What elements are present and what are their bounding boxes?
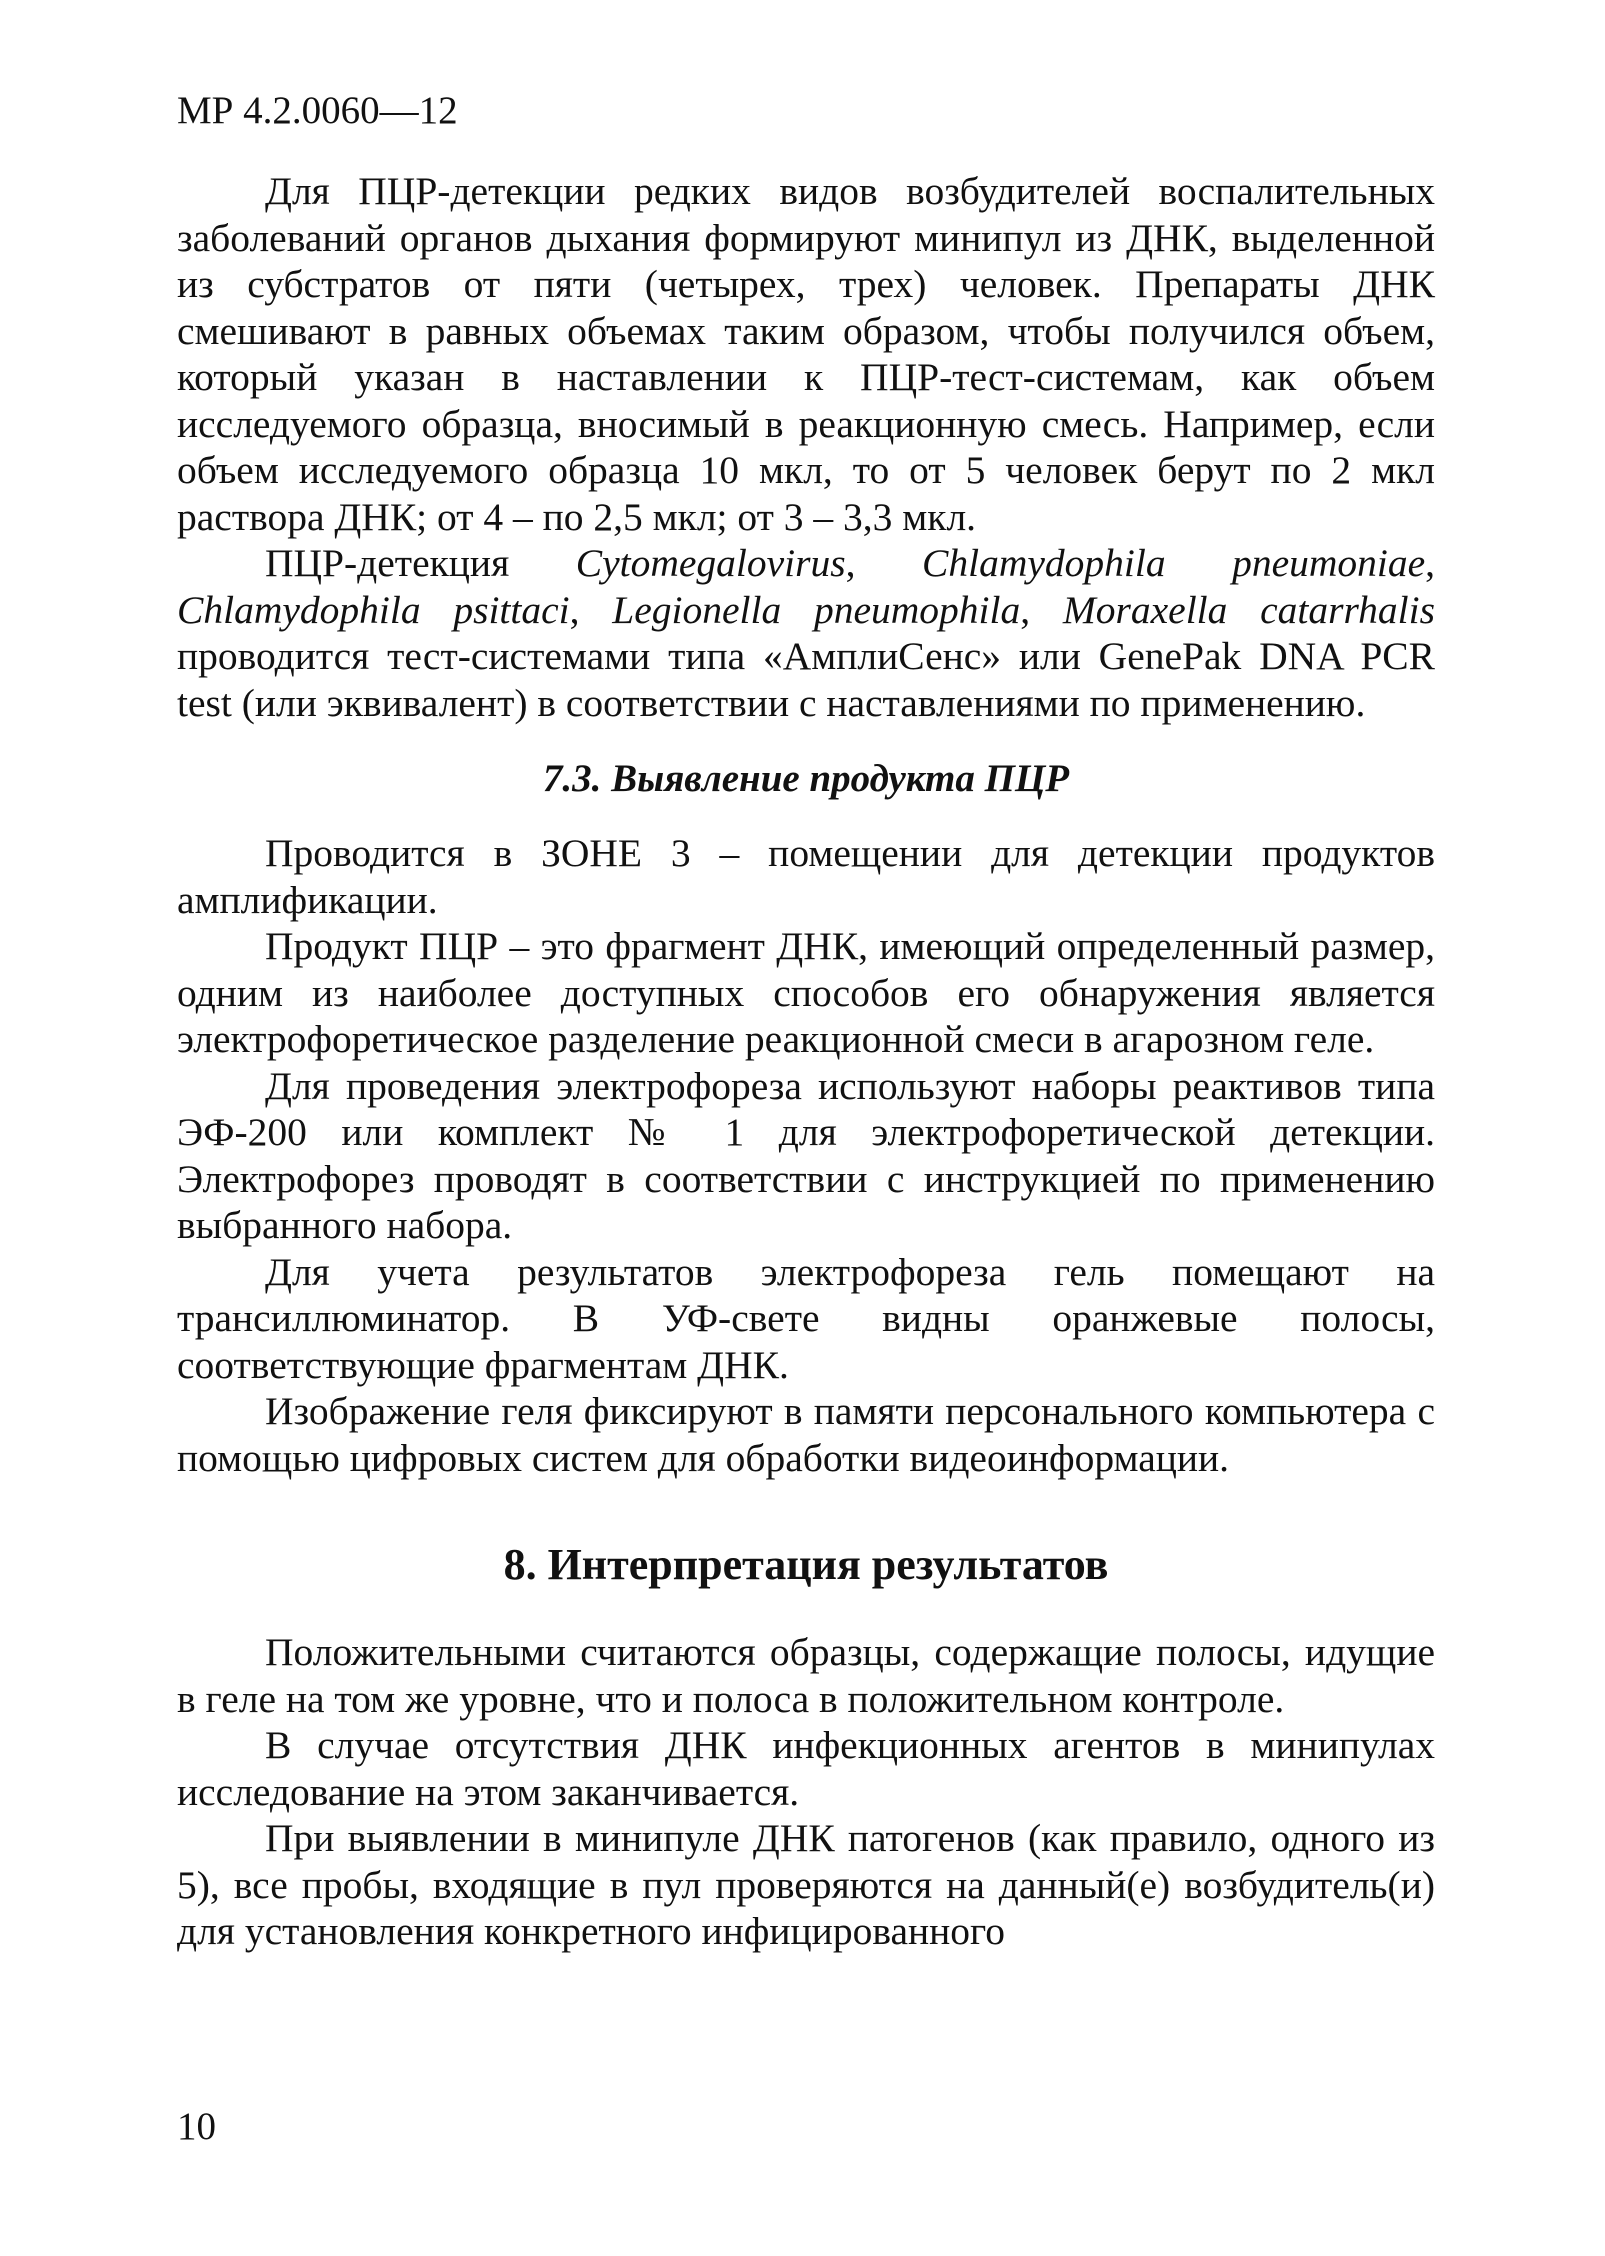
paragraph-transilluminator: Для учета результатов электрофореза гель помещают на трансиллюминатор. В УФ-свете видны оранжевые полосы, соответствующие фрагментам ДНК.	[177, 1249, 1435, 1387]
paragraph-prefix: ПЦР-детекция	[265, 541, 576, 585]
species-name: Moraxella catarrhalis	[1062, 587, 1436, 632]
species-name: Cytomegalovirus	[575, 541, 846, 585]
document-page	[177, 0, 1435, 2256]
species-name: Legionella pneumophila	[612, 587, 1021, 632]
paragraph-suffix: проводится тест-системами типа «АмплиСенс» или GenePak DNA PCR test (или эквивалент) в соответствии с наставлениями по применению.	[177, 634, 1435, 725]
separator: ,	[1020, 587, 1063, 632]
page-content	[177, 168, 1435, 1955]
paragraph-pcr-product: Продукт ПЦР – это фрагмент ДНК, имеющий определенный размер, одним из наиболее доступных способов его обнаружения является электрофоретическое разделение реакционной смеси в агарозном геле.	[177, 924, 1435, 1061]
paragraph-no-dna: В случае отсутствия ДНК инфекционных агентов в минипулах исследование на этом заканчивается.	[177, 1723, 1435, 1814]
separator: ,	[569, 587, 613, 632]
paragraph-electrophoresis-kits: Для проведения электрофореза используют наборы реактивов типа ЭФ-200 или комплект № 1 для электрофоретической детекции. Электрофорез проводят в соответствии с инструкцией по применению выбранного набора.	[177, 1063, 1435, 1247]
species-name: Chlamydophila pneumoniae	[922, 541, 1426, 585]
page-number: 10	[177, 2105, 216, 2148]
document-code: МР 4.2.0060—12	[177, 89, 458, 132]
paragraph-minipool-formation: Для ПЦР-детекции редких видов возбудителей воспалительных заболеваний органов дыхания формируют минипул из ДНК, выделенной из субстратов от пяти (четырех, трех) человек. Препараты ДНК смешивают в равных объемах таким образом, чтобы получился объем, который указан в наставлении к ПЦР-тест-системам, как объем исследуемого образца, вносимый в реакционную смесь. Например, если объем исследуемого образца 10 мкл, то от 5 человек берут по 2 мкл раствора ДНК; от 4 – по 2,5 мкл; от 3 – 3,3 мкл.	[177, 169, 1435, 539]
subsection-heading: 7.3. Выявление продукта ПЦР	[542, 757, 1070, 800]
paragraph-pcr-detection-species	[177, 540, 1435, 726]
paragraph-positive-samples: Положительными считаются образцы, содержащие полосы, идущие в геле на том же уровне, что и полоса в положительном контроле.	[177, 1630, 1435, 1721]
species-name: Chlamydophila psittaci	[177, 587, 570, 632]
separator: ,	[1425, 541, 1436, 585]
paragraph-zone-3: Проводится в ЗОНЕ 3 – помещении для детекции продуктов амплификации.	[177, 831, 1435, 922]
paragraph-pool-positive: При выявлении в минипуле ДНК патогенов (как правило, одного из 5), все пробы, входящие в пул проверяются на данный(е) возбудитель(и) для установления конкретного инфицированного	[177, 1816, 1435, 1953]
section-heading: 8. Интерпретация результатов	[503, 1540, 1109, 1589]
separator: ,	[845, 541, 922, 585]
paragraph-gel-image: Изображение геля фиксируют в памяти персонального компьютера с помощью цифровых систем для обработки видеоинформации.	[177, 1389, 1435, 1480]
